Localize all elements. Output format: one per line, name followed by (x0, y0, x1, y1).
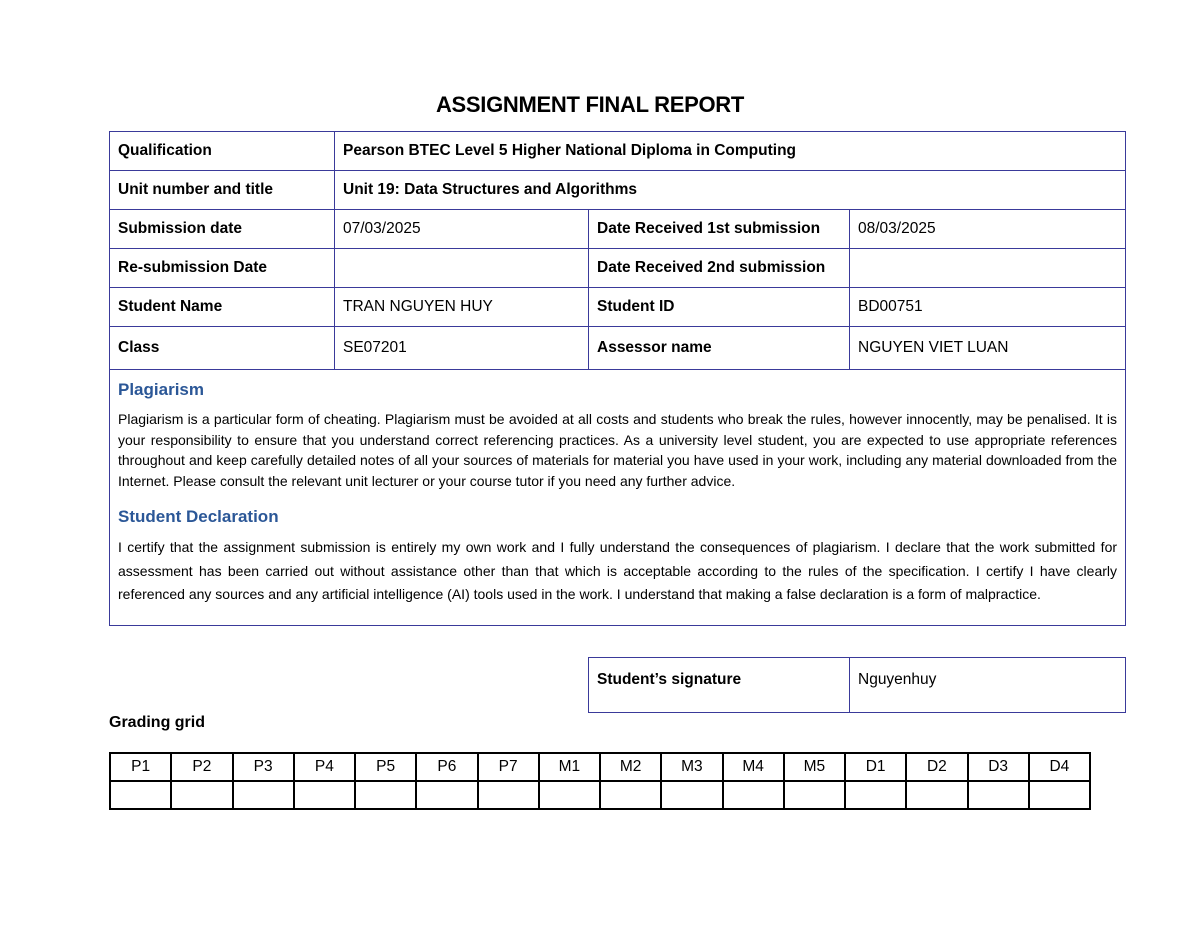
plagiarism-heading: Plagiarism (118, 380, 204, 399)
grading-grid-label: Grading grid (109, 714, 205, 731)
student-name-label: Student Name (110, 288, 335, 327)
grade-header-m2: M2 (600, 753, 661, 781)
unit-label: Unit number and title (110, 171, 335, 210)
signature-label: Student’s signature (589, 658, 850, 713)
student-name-value: TRAN NGUYEN HUY (335, 288, 589, 327)
declaration-heading: Student Declaration (118, 507, 279, 526)
grade-header-d4: D4 (1029, 753, 1090, 781)
report-title: ASSIGNMENT FINAL REPORT (435, 92, 745, 117)
plagiarism-text: Plagiarism is a particular form of cheating. Plagiarism must be avoided at all costs and students who break the rules, however innocently, may be penalised. It is your responsibility to ensure that you understand correct referencing practices. As a university level student, you are expected to use appropriate references throughout and keep carefully detailed notes of all your sources of materials for material you have used in your work, including any material downloaded from the Internet. Please consult the relevant unit lecturer or your course tutor if you need any further advice. (118, 411, 1118, 489)
grade-header-p3: P3 (233, 753, 294, 781)
grade-header-p7: P7 (478, 753, 539, 781)
signature-row (589, 658, 1126, 713)
submission-date-value: 07/03/2025 (335, 210, 589, 249)
grade-header-d1: D1 (845, 753, 906, 781)
grading-value-row (110, 781, 1090, 809)
student-id-label: Student ID (589, 288, 850, 327)
assessor-label: Assessor name (589, 327, 850, 370)
class-label: Class (110, 327, 335, 370)
grade-header-p5: P5 (355, 753, 416, 781)
grade-header-p1: P1 (110, 753, 171, 781)
unit-row (110, 171, 1126, 210)
signature-value: Nguyenhuy (850, 658, 1126, 713)
grade-cell (1029, 781, 1090, 809)
date-received-2-label: Date Received 2nd submission (589, 249, 850, 288)
grade-cell (171, 781, 232, 809)
grade-cell (233, 781, 294, 809)
qualification-value: Pearson BTEC Level 5 Higher National Diploma in Computing (335, 132, 1126, 171)
grade-cell (784, 781, 845, 809)
grade-header-m4: M4 (723, 753, 784, 781)
grade-header-m3: M3 (661, 753, 722, 781)
grade-header-d2: D2 (906, 753, 967, 781)
grading-grid (109, 752, 1091, 810)
grade-cell (355, 781, 416, 809)
unit-value: Unit 19: Data Structures and Algorithms (335, 171, 1126, 210)
student-id-value: BD00751 (850, 288, 1126, 327)
grade-cell (968, 781, 1029, 809)
grading-header-row (110, 753, 1090, 781)
grade-cell (110, 781, 171, 809)
submission-details-table (109, 131, 1126, 626)
assessor-value: NGUYEN VIET LUAN (850, 327, 1126, 370)
declaration-row (110, 370, 1126, 626)
resubmission-label: Re-submission Date (110, 249, 335, 288)
grade-header-m5: M5 (784, 753, 845, 781)
signature-table (588, 657, 1126, 713)
grade-header-p2: P2 (171, 753, 232, 781)
grade-cell (294, 781, 355, 809)
grade-header-m1: M1 (539, 753, 600, 781)
grade-cell (539, 781, 600, 809)
grade-cell (906, 781, 967, 809)
grade-cell (723, 781, 784, 809)
class-value: SE07201 (335, 327, 589, 370)
class-row (110, 327, 1126, 370)
grade-cell (416, 781, 477, 809)
resubmission-row (110, 249, 1126, 288)
date-received-1-label: Date Received 1st submission (589, 210, 850, 249)
plagiarism-declaration-cell (110, 370, 1126, 626)
grade-cell (845, 781, 906, 809)
resubmission-value (335, 249, 589, 288)
submission-date-row (110, 210, 1126, 249)
student-row (110, 288, 1126, 327)
grade-cell (478, 781, 539, 809)
grade-cell (600, 781, 661, 809)
qualification-label: Qualification (110, 132, 335, 171)
grade-header-p6: P6 (416, 753, 477, 781)
grade-header-p4: P4 (294, 753, 355, 781)
qualification-row (110, 132, 1126, 171)
submission-date-label: Submission date (110, 210, 335, 249)
date-received-2-value (850, 249, 1126, 288)
declaration-text: I certify that the assignment submission is entirely my own work and I fully understand the consequences of plagiarism. I declare that the work submitted for assessment has been carried out without assistance other than that which is acceptable according to the rules of the specification. I certify I have clearly referenced any sources and any artificial intelligence (AI) tools used in the work. I understand that making a false declaration is a form of malpractice. (118, 539, 1118, 602)
grade-header-d3: D3 (968, 753, 1029, 781)
grade-cell (661, 781, 722, 809)
date-received-1-value: 08/03/2025 (850, 210, 1126, 249)
